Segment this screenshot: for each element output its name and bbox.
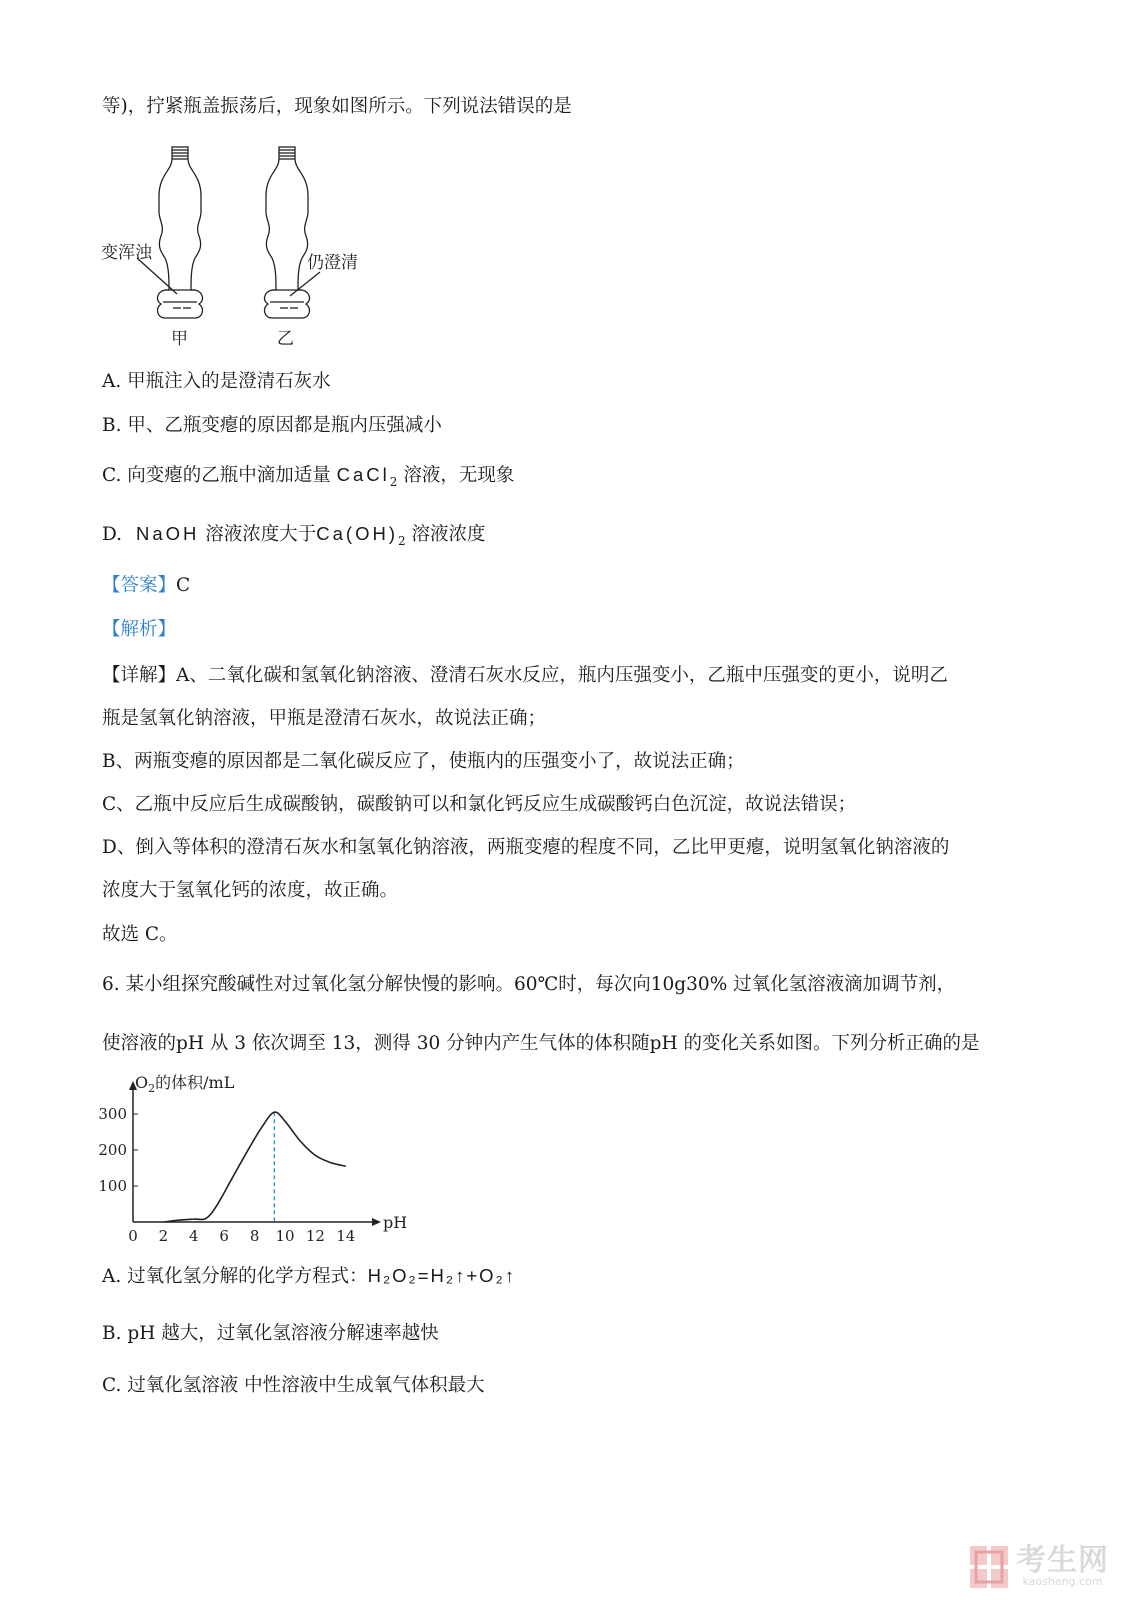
explanation-line: C、乙瓶中反应后生成碳酸钠，碳酸钠可以和氯化钙反应生成碳酸钙白色沉淀，故说法错误； (102, 794, 857, 815)
y-axis-label-sub: 2 (148, 1082, 156, 1095)
watermark-brand: 考生网 (1016, 1543, 1109, 1578)
bottle-figure (95, 140, 385, 355)
y-tick-label: 300 (98, 1105, 127, 1123)
watermark-site: kaosheng.com (1022, 1575, 1103, 1588)
bottle-jia-note: 变浑浊 (101, 243, 152, 263)
x-tick-label: 6 (219, 1227, 229, 1245)
o2-volume-chart (95, 1072, 425, 1252)
q6-option-b: B. pH 越大，过氧化氢溶液分解速率越快 (102, 1323, 439, 1344)
q5-option-d-tail: 溶液浓度 (411, 524, 486, 545)
x-axis-label: pH (383, 1213, 408, 1232)
x-tick-label: 4 (189, 1227, 199, 1245)
q6-stem-line1: 6. 某小组探究酸碱性对过氧化氢分解快慢的影响。60℃时，每次向10g30% 过氧化氢溶液滴加调节剂， (102, 974, 956, 995)
q5-option-c (102, 462, 514, 495)
q6-option-a-text: A. 过氧化氢分解的化学方程式： (102, 1266, 368, 1287)
watermark (970, 1543, 1109, 1588)
bottle-yi-note: 仍澄清 (307, 253, 358, 273)
explanation-line: B、两瓶变瘪的原因都是二氧化碳反应了，使瓶内的压强变小了，故说法正确； (102, 751, 745, 772)
x-axis-arrow-icon (372, 1218, 381, 1226)
bottle-jia-label: 甲 (171, 329, 188, 349)
x-tick-label: 2 (158, 1227, 169, 1245)
y-axis-label-main: O (135, 1073, 149, 1092)
y-tick-label: 200 (98, 1141, 127, 1159)
x-tick-label: 12 (305, 1227, 325, 1245)
kaosheng-logo-icon (970, 1546, 1010, 1588)
answer-value: C (176, 575, 191, 596)
q5-option-a: A. 甲瓶注入的是澄清石灰水 (102, 371, 331, 392)
intro-line: 等)，拧紧瓶盖振荡后，现象如图所示。下列说法错误的是 (102, 96, 572, 117)
y-axis-label-rest: 的体积/mL (155, 1073, 235, 1092)
x-tick-label: 8 (249, 1227, 260, 1245)
analysis-label: 【解析】 (102, 619, 177, 640)
explanation-line: 【详解】A、二氧化碳和氢氧化钠溶液、澄清石灰水反应，瓶内压强变小，乙瓶中压强变的更小，说明乙 (102, 665, 948, 686)
bottle-yi-label: 乙 (277, 329, 294, 349)
x-tick-label: 14 (336, 1227, 356, 1245)
q5-option-c-formula: CaCl (336, 464, 390, 485)
bottle-yi-icon (265, 147, 320, 318)
answer-label: 【答案】 (102, 575, 177, 596)
y-tick-label: 100 (98, 1177, 127, 1195)
q5-option-c-text: C. 向变瘪的乙瓶中滴加适量 (102, 465, 331, 486)
q5-option-d-formula1: NaOH (135, 523, 200, 544)
q6-option-c: C. 过氧化氢溶液 中性溶液中生成氧气体积最大 (102, 1375, 485, 1396)
q5-option-d-sub: 2 (398, 534, 406, 548)
q6-option-a-equation: H₂O₂=H₂↑+O₂↑ (367, 1265, 516, 1286)
explanation-line: D、倒入等体积的澄清石灰水和氢氧化钠溶液，两瓶变瘪的程度不同，乙比甲更瘪，说明氢氧化钠溶液的 (102, 837, 950, 858)
y-axis-label (135, 1073, 235, 1095)
q6-stem-line2: 使溶液的pH 从 3 依次调至 13，测得 30 分钟内产生气体的体积随pH 的变化关系如图。下列分析正确的是 (102, 1033, 980, 1054)
q5-option-d-label: D. (102, 524, 123, 545)
explanation-line: 故选 C。 (102, 924, 178, 945)
x-tick-label: 0 (128, 1227, 138, 1245)
q5-option-d-formula2: Ca(OH) (316, 523, 398, 544)
q5-option-d-text: 溶液浓度大于 (205, 524, 317, 545)
x-tick-label: 10 (275, 1227, 295, 1245)
explanation-line: 瓶是氢氧化钠溶液，甲瓶是澄清石灰水，故说法正确； (102, 708, 547, 729)
q5-option-c-tail: 溶液，无现象 (403, 465, 515, 486)
bottle-jia-icon (137, 147, 202, 318)
q5-option-c-sub: 2 (389, 475, 398, 489)
q6-option-a (102, 1263, 516, 1290)
q5-option-d (102, 521, 486, 554)
o2-volume-curve (163, 1112, 345, 1222)
q5-option-b: B. 甲、乙瓶变瘪的原因都是瓶内压强减小 (102, 415, 442, 436)
explanation-line: 浓度大于氢氧化钙的浓度，故正确。 (102, 880, 399, 901)
answer-line (102, 573, 190, 599)
